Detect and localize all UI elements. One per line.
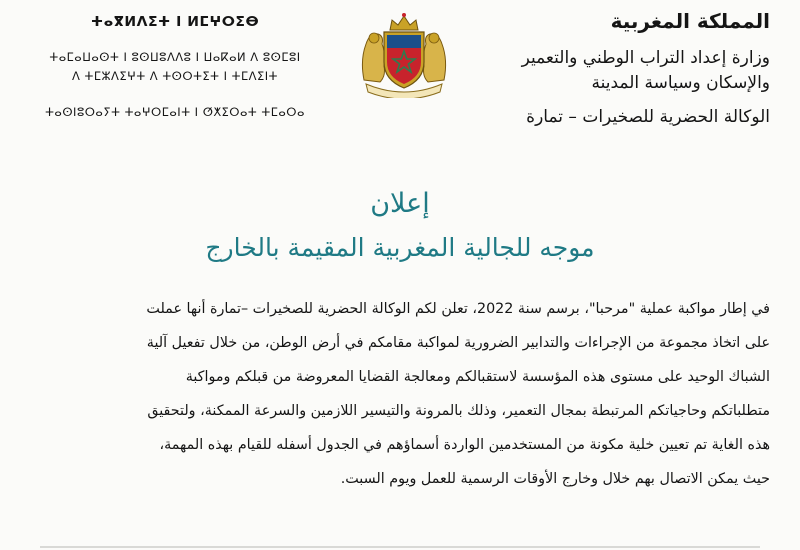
body-line: في إطار مواكبة عملية "مرحبا"، برسم سنة 2022، تعلن لكم الوكالة الحضرية للصخيرات –تمارة أنها عملت bbox=[146, 301, 770, 317]
body-line: الشباك الوحيد على مستوى هذه المؤسسة لاستقبالكم ومعالجة القضايا المعروضة من قبلكم ومواكبة bbox=[185, 369, 770, 385]
agency-name-tifinagh: ⵜⴰⵙⵏⵓⵔⴰⵢⵜ ⵜⴰⵖⵔⵎⴰⵏⵜ ⵏ ⵚⵅⵉⵔⴰⵜ ⵜⵎⴰⵔⴰ bbox=[45, 105, 305, 119]
announcement-body bbox=[28, 292, 770, 496]
agency-name-arabic: الوكالة الحضرية للصخيرات – تمارة bbox=[526, 107, 770, 127]
body-line: هذه الغاية تم تعيين خلية مكونة من المستخدمين الواردة أسماؤهم في الجدول أسفله للقيام بهذه المهمة، bbox=[159, 437, 770, 453]
kingdom-name-tifinagh: ⵜⴰⴳⵍⴷⵉⵜ ⵏ ⵍⵎⵖⵔⵉⴱ bbox=[90, 14, 260, 30]
ministry-name-arabic-line1: وزارة إعداد التراب الوطني والتعمير bbox=[521, 48, 770, 68]
header-arabic bbox=[470, 8, 770, 130]
kingdom-name-arabic: المملكة المغربية bbox=[610, 9, 770, 33]
body-line: حيث يمكن الاتصال بهم خلال وخارج الأوقات الرسمية للعمل ويوم السبت. bbox=[340, 471, 770, 487]
announcement-subtitle: موجه للجالية المغربية المقيمة بالخارج bbox=[205, 233, 595, 262]
ministry-name-tifinagh-line2: ⴷ ⵜⵎⵣⴷⵉⵖⵜ ⴷ ⵜⵙⵔⵜⵉⵜ ⵏ ⵜⵎⴷⵉⵏⵜ bbox=[71, 69, 279, 83]
header-tifinagh bbox=[30, 12, 320, 122]
body-line: على اتخاذ مجموعة من الإجراءات والتدابير الضرورية لمواكبة مقامكم في أرض الوطن، من خلال تفعيل آلية bbox=[146, 335, 770, 351]
body-line: متطلباتكم وحاجياتكم المرتبطة بمجال التعمير، وذلك بالمرونة والتيسير اللازمين والسرعة الممكنة، ولتحقيق bbox=[147, 403, 770, 419]
bottom-divider bbox=[40, 546, 760, 548]
announcement-title: إعلان bbox=[370, 188, 430, 219]
moroccan-coat-of-arms-icon bbox=[356, 10, 452, 98]
ministry-name-tifinagh-line1: ⵜⴰⵎⴰⵡⴰⵙⵜ ⵏ ⵓⵙⵡⵓⴷⴷⵓ ⵏ ⵡⴰⴽⴰⵍ ⴷ ⵓⵙⵎⵓⵏ bbox=[49, 50, 301, 64]
ministry-name-arabic-line2: والإسكان وسياسة المدينة bbox=[591, 73, 770, 93]
